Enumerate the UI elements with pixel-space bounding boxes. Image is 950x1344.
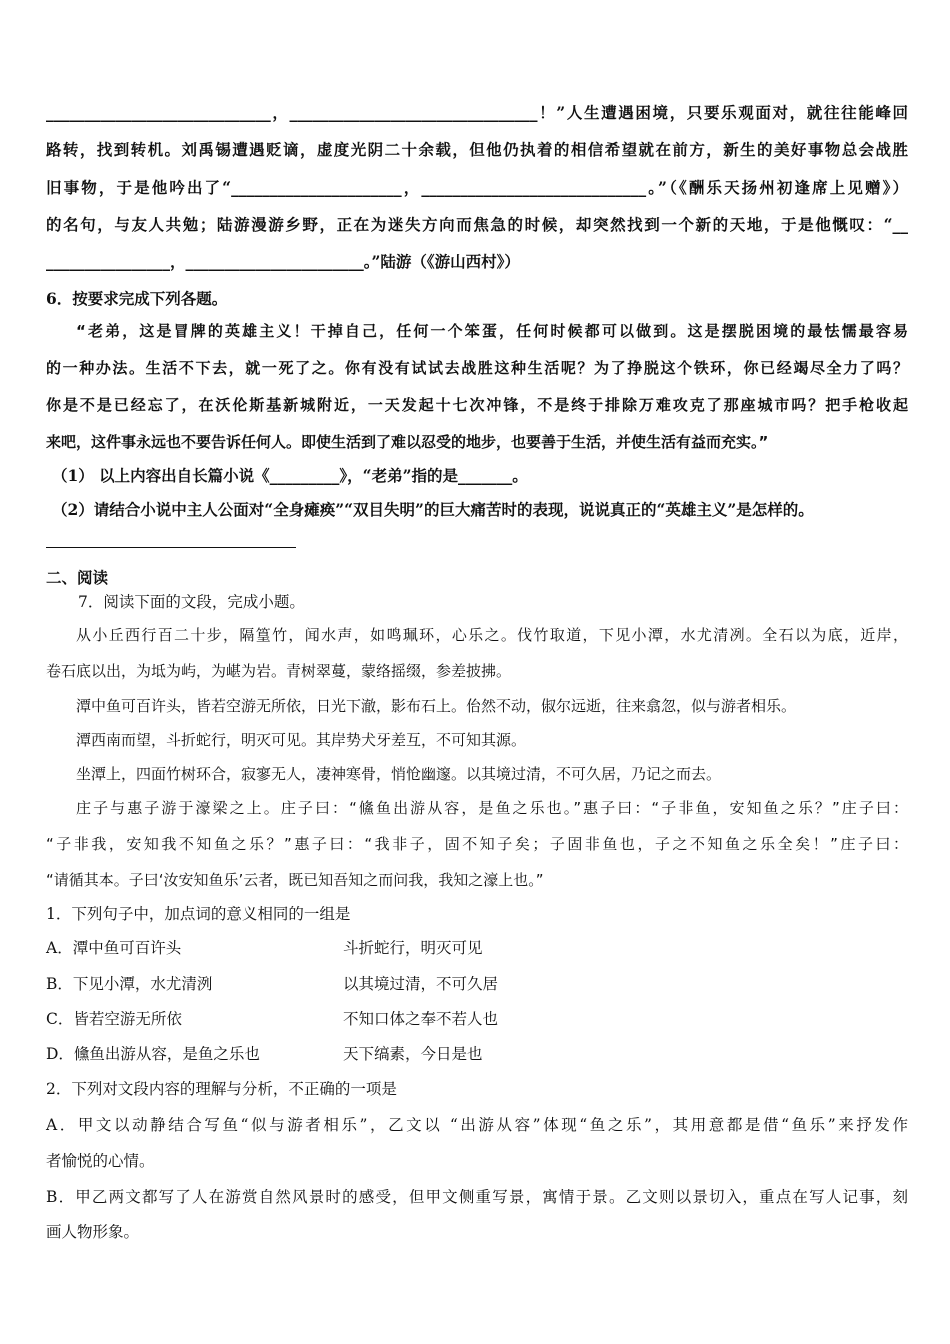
passage-line: 庄子与惠子游于濠梁之上。庄子曰：“鯈鱼出游从容，是鱼之乐也。”惠子曰：“子非鱼，安知鱼之乐？”庄子曰：: [76, 799, 908, 817]
q1-option-a-left: A．潭中鱼可百许头: [46, 939, 182, 957]
q1-option-d-left: D．儵鱼出游从容，是鱼之乐也: [46, 1045, 260, 1063]
passage-line: 卷石底以出，为坻为屿，为嵁为岩。青树翠蔓，蒙络摇缀，参差披拂。: [46, 662, 512, 680]
q1-option-d-right: 天下缟素，今日是也: [343, 1045, 483, 1063]
q6-title: 6．按要求完成下列各题。: [46, 289, 228, 308]
q2-option-b-line-1: B．甲乙两文都写了人在游赏自然风景时的感受，但甲文侧重写景，寓情于景。乙文则以景切入，重点在写人记事，刻: [46, 1188, 908, 1206]
q2-stem: 2．下列对文段内容的理解与分析，不正确的一项是: [46, 1080, 397, 1098]
passage-line: 从小丘西行百二十步，隔篁竹，闻水声，如鸣珮环，心乐之。伐竹取道，下见小潭，水尤清冽。全石以为底，近岸，: [76, 626, 908, 644]
poem-line-3: 旧事物，于是他吟出了“______________________，_____________________________。”（《酬乐天扬州初逢席上见赠》）: [46, 178, 908, 197]
poem-line-4: 的名句，与友人共勉；陆游漫游乡野，正在为迷失方向而焦急的时候，却突然找到一个新的天地，于是他慨叹：“__: [46, 215, 908, 234]
q2-option-a-line-1: A．甲文以动静结合写鱼“似与游者相乐”，乙文以 “出游从容”体现“鱼之乐”，其用意都是借“鱼乐”来抒发作: [46, 1116, 908, 1134]
q1-option-a-right: 斗折蛇行，明灭可见: [343, 939, 483, 957]
poem-line-5: ________________，_______________________。”陆游（《游山西村》）: [46, 252, 520, 271]
poem-line-1: _____________________________，________________________________！”人生遭遇困境，只要乐观面对，就往往能峰回: [46, 103, 908, 122]
q6-quote-line-2: 的一种办法。生活不下去，就一死了之。你有没有试试去战胜这种生活呢？为了挣脱这个铁环，你已经竭尽全力了吗？: [46, 359, 908, 377]
q7-intro: 7．阅读下面的文段，完成小题。: [78, 593, 305, 611]
section-heading: 二、阅读: [46, 568, 109, 587]
q2-option-b-line-2: 画人物形象。: [46, 1223, 140, 1241]
q1-option-c-left: C．皆若空游无所依: [46, 1010, 182, 1028]
passage-line: “子非我，安知我不知鱼之乐？”惠子曰：“我非子，固不知子矣；子固非鱼也，子之不知鱼之乐全矣！”庄子曰：: [46, 835, 908, 853]
q6-quote-line-3: 你是不是已经忘了，在沃伦斯基新城附近，一天发起十七次冲锋，不是终于排除万难攻克了那座城市吗？把手枪收起: [46, 396, 908, 414]
passage-line: 潭中鱼可百许头，皆若空游无所依，日光下澈，影布石上。佁然不动，俶尔远逝，往来翕忽，似与游者相乐。: [76, 697, 797, 715]
passage-line: “请循其本。子曰‘汝安知鱼乐’云者，既已知吾知之而问我，我知之濠上也。”: [46, 871, 544, 889]
q6-sub-question-1: （1） 以上内容出自长篇小说《_________》，“老弟”指的是_______。: [52, 466, 528, 485]
q2-option-a-line-2: 者愉悦的心情。: [46, 1152, 155, 1170]
passage-line: 潭西南而望，斗折蛇行，明灭可见。其岸势犬牙差互，不可知其源。: [76, 731, 527, 749]
q1-option-b-right: 以其境过清，不可久居: [343, 975, 499, 993]
passage-line: 坐潭上，四面竹树环合，寂寥无人，凄神寒骨，悄怆幽邃。以其境过清，不可久居，乃记之而去。: [76, 765, 722, 783]
q6-quote-line-1: “老弟，这是冒牌的英雄主义！干掉自己，任何一个笨蛋，任何时候都可以做到。这是摆脱困境的最怯懦最容易: [76, 322, 908, 340]
q1-option-b-left: B．下见小潭，水尤清洌: [46, 975, 213, 993]
q1-stem: 1．下列句子中，加点词的意义相同的一组是: [46, 905, 351, 923]
q6-quote-line-4: 来吧，这件事永远也不要告诉任何人。即使生活到了难以忍受的地步，也要善于生活，并使生活有益而充实。”: [46, 433, 769, 451]
poem-line-2: 路转，找到转机。刘禹锡遭遇贬谪，虚度光阴二十余载，但他仍执着的相信希望就在前方，新生的美好事物总会战胜: [46, 140, 908, 159]
answer-blank-line: [46, 547, 296, 548]
q6-sub-question-2: （2）请结合小说中主人公面对“全身瘫痪”“双目失明”的巨大痛苦时的表现，说说真正的“英雄主义”是怎样的。: [52, 500, 814, 519]
q1-option-c-right: 不知口体之奉不若人也: [343, 1010, 499, 1028]
